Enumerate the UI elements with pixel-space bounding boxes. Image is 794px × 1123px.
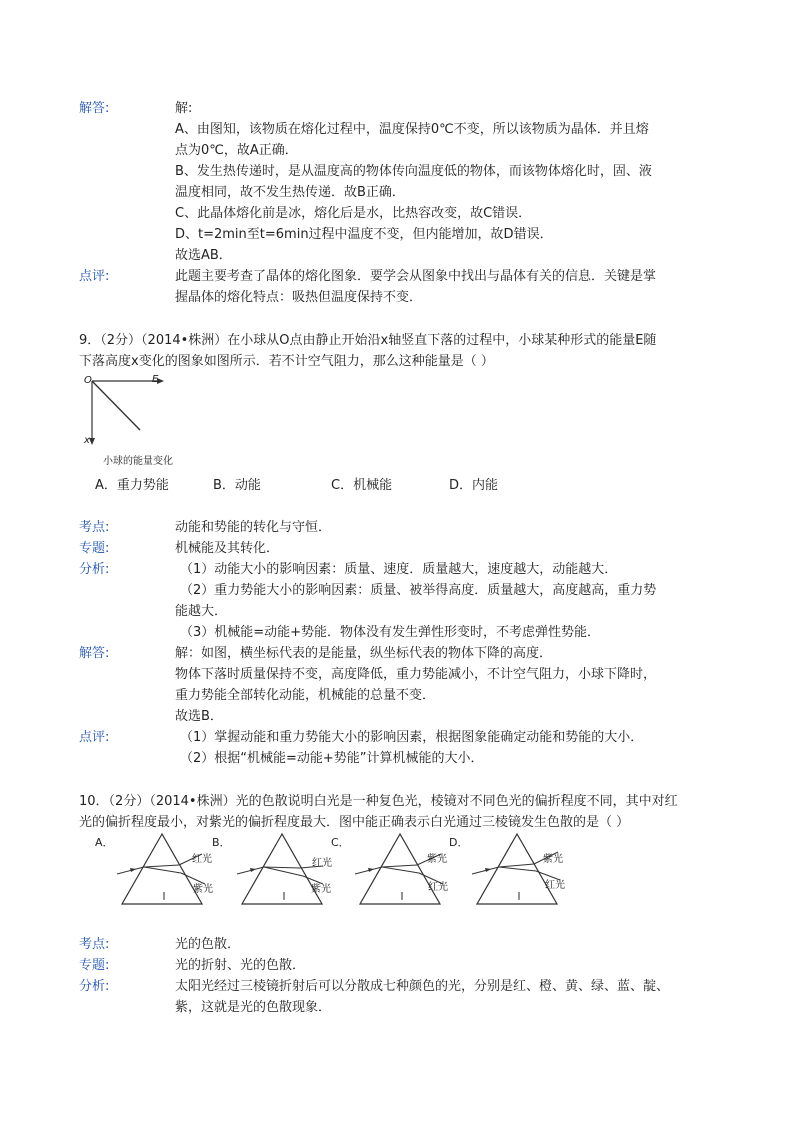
prism-c-bottom-label: 红光: [428, 882, 448, 893]
answer-line: D、t=2min至t=6min过程中温度不变，但内能增加，故D错误．: [175, 227, 553, 242]
q9-energy-graph: [82, 378, 192, 448]
height-axis-label: x: [84, 435, 90, 446]
dianping-label: 点评:: [79, 730, 110, 745]
comment-line: 握晶体的熔化特点：吸热但温度保持不变．: [175, 290, 423, 305]
fenxi-line: 能越大．: [175, 604, 228, 619]
prism-a-bottom-label: 紫光: [193, 884, 213, 895]
zhuanti-label: 专题:: [79, 541, 110, 556]
prism-b-bottom-label: 紫光: [311, 884, 331, 895]
prism-option-a-letter[interactable]: A．: [95, 836, 114, 849]
prism-d-top-label: 紫光: [543, 854, 563, 865]
answer-line: 解:: [175, 101, 193, 116]
origin-label: O: [84, 375, 92, 386]
dianping-line: （1）掌握动能和重力势能大小的影响因素，根据图象能确定动能和势能的大小．: [180, 730, 644, 745]
prism-c: [355, 832, 465, 912]
zhuanti-text: 光的折射、光的色散．: [175, 958, 306, 973]
prism-d-bottom-label: 红光: [545, 880, 565, 891]
q9-stem-line: 下落高度x变化的图象如图所示．若不计空气阻力，那么这种能量是（ ）: [79, 354, 494, 369]
q9-options: [0, 475, 794, 496]
answer-line: 故选AB．: [175, 248, 232, 263]
answer-line: A、由图知，该物质在熔化过程中，温度保持0℃不变，所以该物质为晶体．并且熔: [175, 122, 649, 137]
option-a[interactable]: A．重力势能: [95, 478, 169, 493]
kaodian-label: 考点:: [79, 937, 110, 952]
svg-text:∥: ∥: [282, 891, 286, 900]
figure-caption: 小球的能量变化: [103, 456, 173, 467]
jieda-line: 故选B．: [175, 709, 223, 724]
answer-label: 解答:: [79, 101, 110, 116]
zhuanti-label: 专题:: [79, 958, 110, 973]
fenxi-line: （1）动能大小的影响因素：质量、速度．质量越大，速度越大，动能越大．: [180, 562, 618, 577]
prism-option-d-letter[interactable]: D．: [449, 836, 469, 849]
q10-stem-line: 光的偏折程度最小，对紫光的偏折程度最大．图中能正确表示白光通过三棱镜发生色散的是（ ）: [79, 815, 630, 830]
option-d[interactable]: D．内能: [449, 478, 499, 493]
fenxi-line: （2）重力势能大小的影响因素：质量、被举得高度．质量越大，高度越高，重力势: [180, 583, 657, 598]
jieda-line: 物体下落时质量保持不变，高度降低，重力势能减小，不计空气阻力，小球下降时，: [175, 667, 657, 682]
answer-line: 温度相同，故不发生热传递．故B正确．: [175, 185, 405, 200]
jieda-line: 重力势能全部转化动能，机械能的总量不变．: [175, 688, 436, 703]
prism-a-top-label: 红光: [192, 854, 212, 865]
comment-line: 此题主要考查了晶体的熔化图象．要学会从图象中找出与晶体有关的信息．关键是掌: [175, 269, 657, 284]
svg-text:∥: ∥: [517, 891, 521, 900]
zhuanti-text: 机械能及其转化．: [175, 541, 280, 556]
q8-answer-row: [0, 98, 794, 119]
fenxi-line: 紫，这就是光的色散现象．: [175, 1000, 332, 1015]
prism-d: [472, 832, 582, 912]
answer-line: B、发生热传递时，是从温度高的物体传向温度低的物体，而该物体熔化时，固、液: [175, 164, 652, 179]
fenxi-line: （3）机械能=动能+势能．物体没有发生弹性形变时，不考虑弹性势能．: [180, 625, 601, 640]
prism-b-top-label: 红光: [312, 858, 332, 869]
kaodian-text: 光的色散．: [175, 937, 241, 952]
prism-b: [237, 832, 347, 912]
energy-axis-label: E: [152, 374, 159, 385]
prism-a: [117, 832, 227, 912]
prism-option-b-letter[interactable]: B．: [212, 836, 231, 849]
q10-stem-line: 10．（2分）（2014•株洲）光的色散说明白光是一种复色光，棱镜对不同色光的偏折程度不同，其中对红: [79, 794, 678, 809]
jieda-label: 解答:: [79, 646, 110, 661]
dianping-line: （2）根据“机械能=动能+势能”计算机械能的大小．: [180, 751, 484, 766]
comment-label: 点评:: [79, 269, 110, 284]
fenxi-label: 分析:: [79, 979, 110, 994]
svg-text:∥: ∥: [400, 891, 404, 900]
prism-option-c-letter[interactable]: C．: [331, 836, 350, 849]
fenxi-label: 分析:: [79, 562, 110, 577]
q9-stem-line: 9．（2分）（2014•株洲）在小球从O点由静止开始沿x轴竖直下落的过程中，小球某种形式的能量E随: [79, 333, 657, 348]
answer-line: 点为0℃，故A正确．: [175, 143, 298, 158]
option-b[interactable]: B．动能: [213, 478, 261, 493]
kaodian-label: 考点:: [79, 520, 110, 535]
fenxi-line: 太阳光经过三棱镜折射后可以分散成七种颜色的光，分别是红、橙、黄、绿、蓝、靛、: [175, 979, 670, 994]
option-c[interactable]: C．机械能: [331, 478, 393, 493]
q8-comment-row: [0, 266, 794, 287]
answer-line: C、此晶体熔化前是冰，熔化后是水，比热容改变，故C错误．: [175, 206, 532, 221]
jieda-line: 解：如图，横坐标代表的是能量，纵坐标代表的物体下降的高度．: [175, 646, 553, 661]
prism-c-top-label: 紫光: [427, 854, 447, 865]
svg-text:∥: ∥: [162, 891, 166, 900]
kaodian-text: 动能和势能的转化与守恒．: [175, 520, 332, 535]
